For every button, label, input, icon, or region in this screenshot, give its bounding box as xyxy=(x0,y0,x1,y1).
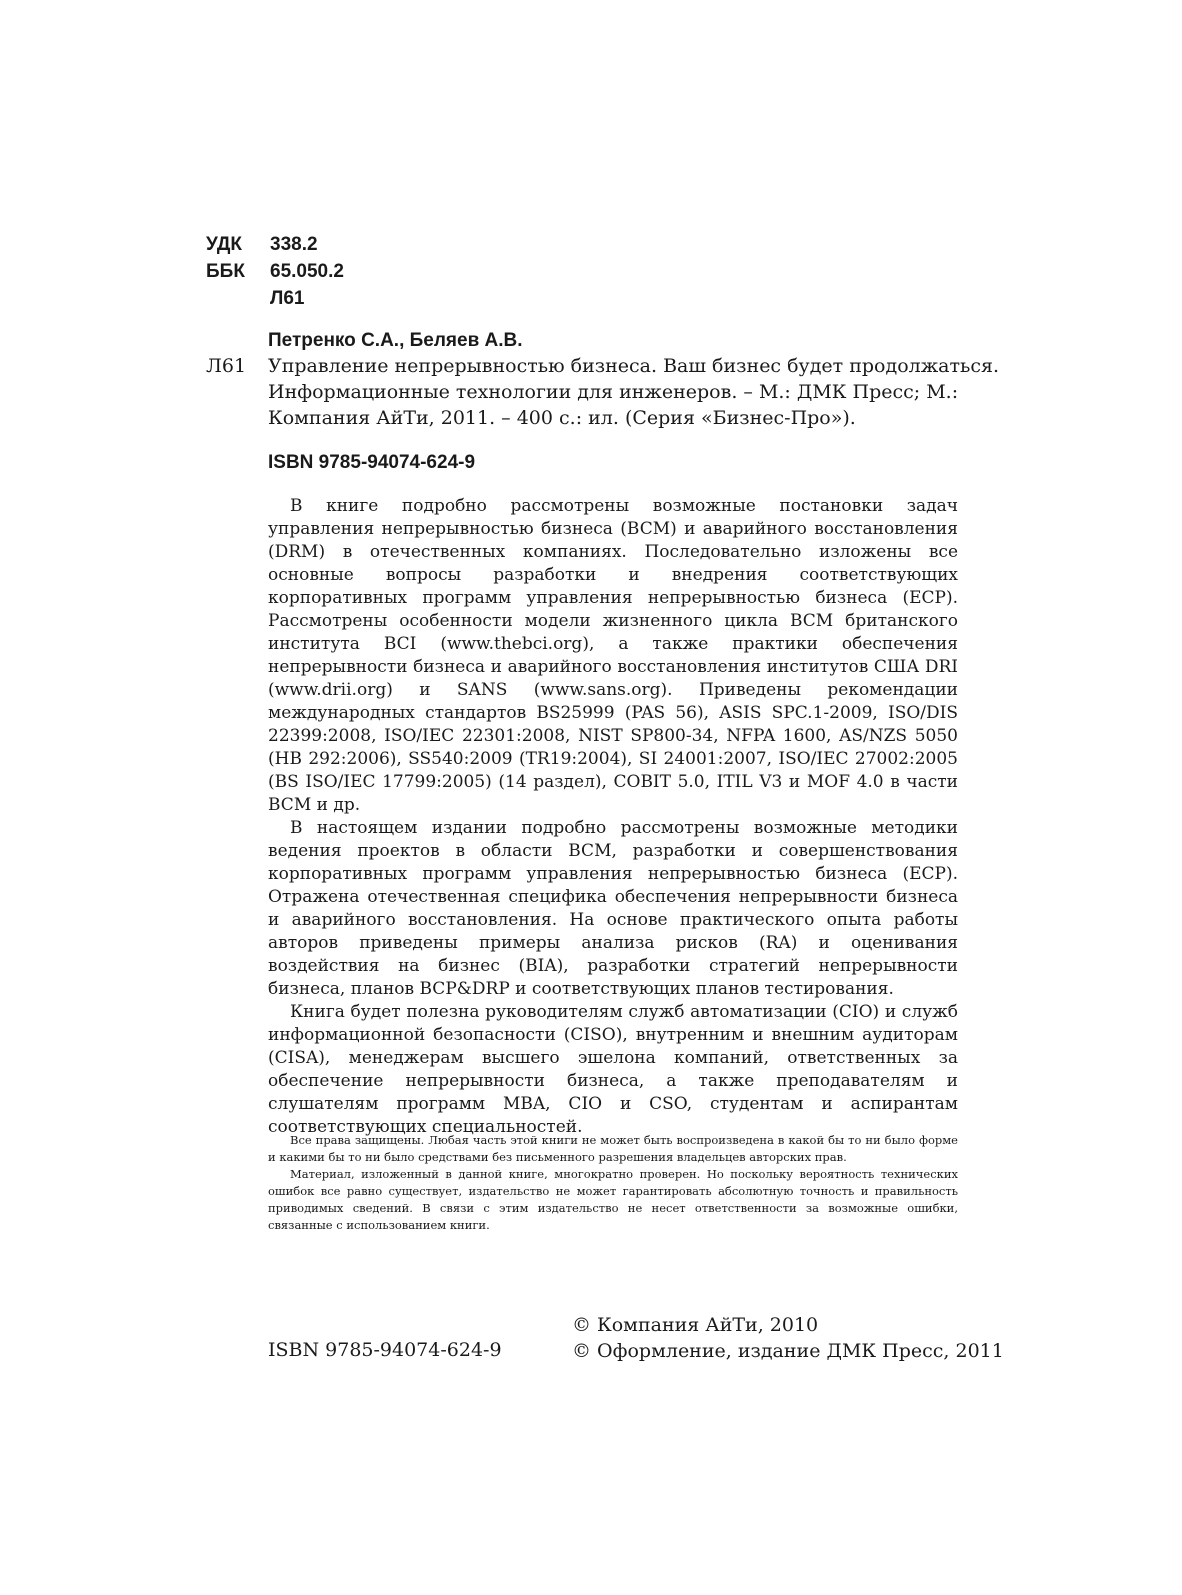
classification-value: 65.050.2 xyxy=(270,261,344,282)
classification-block xyxy=(206,231,344,312)
classification-key: УДК xyxy=(206,234,242,255)
abstract xyxy=(268,495,958,1139)
author-code: Л61 xyxy=(206,355,247,377)
bibliographic-line: Компания АйТи, 2011. – 400 с.: ил. (Серия «Бизнес-Про»). xyxy=(268,407,856,429)
authors: Петренко С.А., Беляев А.В. xyxy=(268,330,523,351)
isbn-footer: ISBN 9785-94074-624-9 xyxy=(268,1339,502,1361)
classification-value: Л61 xyxy=(270,288,305,309)
classification-key xyxy=(206,285,270,312)
bibliographic-line: Управление непрерывностью бизнеса. Ваш бизнес будет продолжаться. xyxy=(268,355,1000,377)
bibliographic-description xyxy=(268,353,1000,431)
classification-value: 338.2 xyxy=(270,234,318,255)
classification-row-author-mark xyxy=(206,285,344,312)
abstract-paragraph: Книга будет полезна руководителям служб автоматизации (CIO) и служб информационной безопасности (CISO), внутренним и внешним аудиторам (CISA), менеджерам высшего эшелона компаний, ответственных за обеспечение непрерывности бизнеса, а также преподавателям и слушателям программ MBA, CIO и CSO, студентам и аспирантам соответствующих специальностей. xyxy=(268,1002,958,1137)
classification-row-bbk xyxy=(206,258,344,285)
classification-key: ББК xyxy=(206,261,245,282)
copyright-line: © Компания АйТи, 2010 xyxy=(572,1314,819,1336)
abstract-paragraph: В книге подробно рассмотрены возможные постановки задач управления непрерывностью бизнеса (BCM) и аварийного восстановления (DRM) в отечественных компаниях. Последовательно изложены все основные вопросы разработки и внедрения соответствующих корпоративных программ управления непрерывностью бизнеса (ECP). Рассмотрены особенности модели жизненного цикла BCM британского института BCI (www.thebci.org), а также практики обеспечения непрерывности бизнеса и аварийного восстановления институтов США DRI (www.drii.org) и SANS (www.sans.org). Приведены рекомендации международных стандартов BS25999 (PAS 56), ASIS SPC.1-2009, ISO/DIS 22399:2008, ISO/IEC 22301:2008, NIST SP800-34, NFPA 1600, AS/NZS 5050 (HB 292:2006), SS540:2009 (TR19:2004), SI 24001:2007, ISO/IEC 27002:2005 (BS ISO/IEC 17799:2005) (14 раздел), COBIT 5.0, ITIL V3 и MOF 4.0 в части BCM и др. xyxy=(268,496,958,815)
classification-row-udk xyxy=(206,231,344,258)
rights-paragraph: Все права защищены. Любая часть этой книги не может быть воспроизведена в какой бы то ни было форме и какими бы то ни было средствами без письменного разрешения владельцев авторских прав. xyxy=(268,1133,958,1164)
bibliographic-line: Информационные технологии для инженеров. – М.: ДМК Пресс; М.: xyxy=(268,381,959,403)
rights-notice xyxy=(268,1132,958,1234)
copyright-block xyxy=(572,1312,1004,1364)
rights-paragraph: Материал, изложенный в данной книге, многократно проверен. Но поскольку вероятность технических ошибок все равно существует, издательство не может гарантировать абсолютную точность и правильность приводимых сведений. В связи с этим издательство не несет ответственности за возможные ошибки, связанные с использованием книги. xyxy=(268,1167,958,1232)
copyright-line: © Оформление, издание ДМК Пресс, 2011 xyxy=(572,1340,1004,1362)
abstract-paragraph: В настоящем издании подробно рассмотрены возможные методики ведения проектов в области BCM, разработки и совершенствования корпоративных программ управления непрерывностью бизнеса (ECP). Отражена отечественная специфика обеспечения непрерывности бизнеса и аварийного восстановления. На основе практического опыта работы авторов приведены примеры анализа рисков (RA) и оценивания воздействия на бизнес (BIA), разработки стратегий непрерывности бизнеса, планов BCP&DRP и соответствующих планов тестирования. xyxy=(268,818,958,999)
isbn-heading: ISBN 9785-94074-624-9 xyxy=(268,452,476,473)
